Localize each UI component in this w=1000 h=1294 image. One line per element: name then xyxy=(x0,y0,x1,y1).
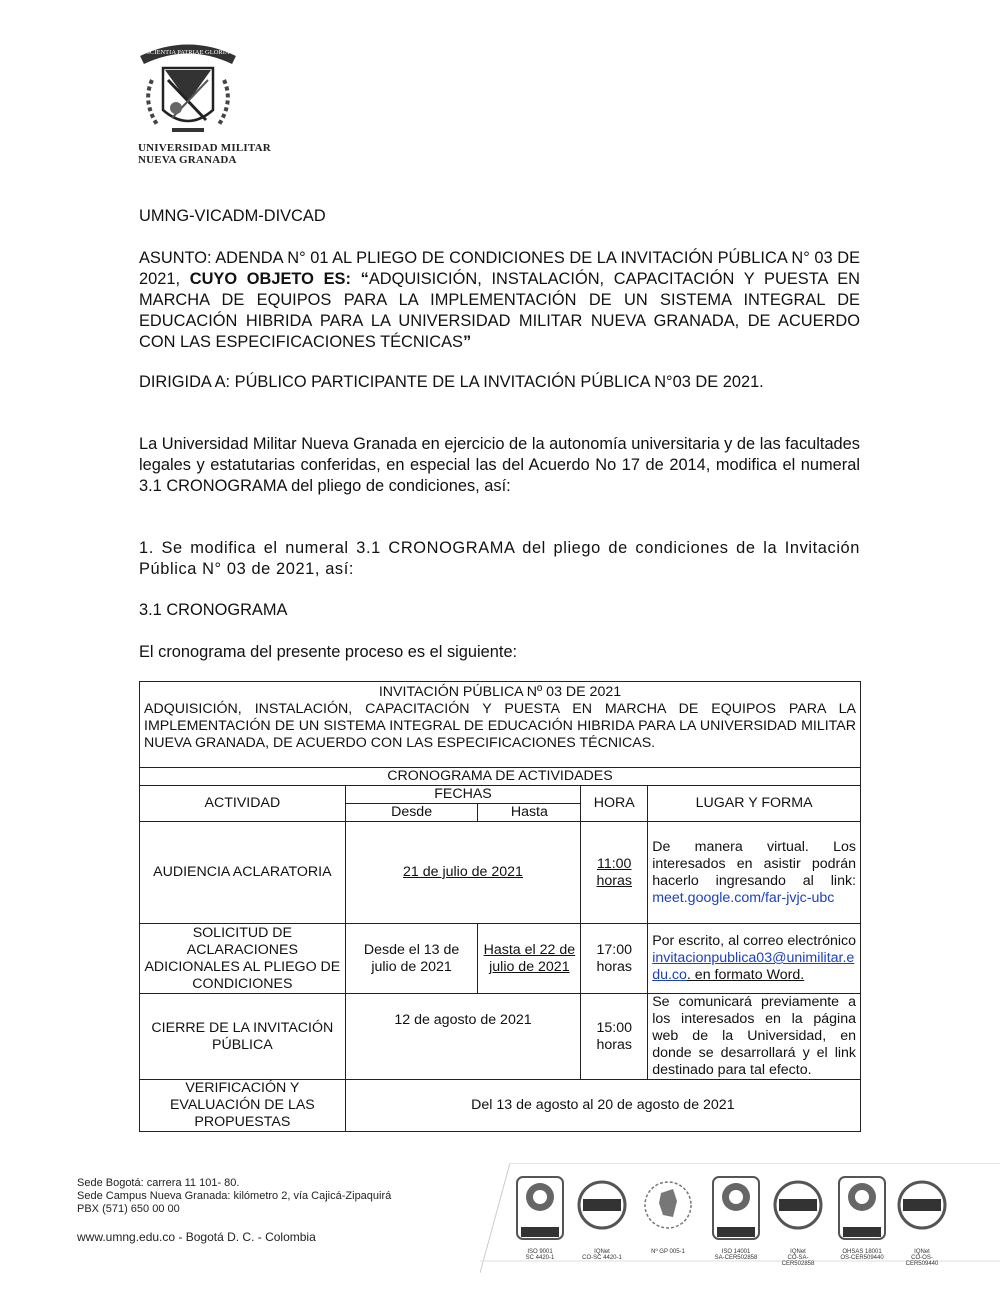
cert-colombia xyxy=(643,1175,693,1255)
row3-hora: 15:00 horas xyxy=(581,994,648,1080)
row1-lugar-text: De manera virtual. Los interesados en asistir podrán hacerlo ingresando al link: xyxy=(652,838,856,889)
logo-name-line2: NUEVA GRANADA xyxy=(138,154,237,166)
email-link[interactable]: invitacionpublica03@unimilitar.edu.co xyxy=(652,950,855,983)
cert-iqnet-2 xyxy=(773,1175,823,1267)
colombia-map-icon xyxy=(643,1175,693,1247)
cert-code: Nº GP 005-1 xyxy=(651,1249,685,1255)
row3-fecha: 12 de agosto de 2021 xyxy=(345,994,581,1080)
row3-lugar: Se comunicará previamente a los interesados en la página web de la Universidad, en donde se desarrollará y el link destinado para tal efecto. xyxy=(648,994,861,1080)
cert-code: OS-CER509440 xyxy=(840,1255,884,1261)
icontec-icon xyxy=(711,1175,761,1247)
item1-paragraph: 1. Se modifica el numeral 3.1 CRONOGRAMA del pliego de condiciones de la Invitación Pública N° 03 de 2021, así: xyxy=(139,539,860,578)
crest-icon xyxy=(128,40,248,145)
logo-ribbon-text: SCIENTIA PATRIAE GLORIA xyxy=(146,49,230,56)
footer-line3: PBX (571) 650 00 00 xyxy=(77,1203,180,1215)
table-description: ADQUISICIÓN, INSTALACIÓN, CAPACITACIÓN Y PUESTA EN MARCHA DE EQUIPOS PARA LA IMPLEMENTACIÓN DE UN SISTEMA INTEGRAL DE EDUCACIÓN HIBRIDA PARA LA UNIVERSIDAD MILITAR NUEVA GRANADA, DE ACUERDO CON LAS ESPECIFICACIONES TÉCNICAS. xyxy=(144,701,856,751)
asunto-close: ” xyxy=(462,333,472,351)
table-header-row xyxy=(140,682,861,768)
col-actividad: ACTIVIDAD xyxy=(140,786,346,822)
cert-iso14001 xyxy=(711,1175,761,1261)
row2-desde: Desde el 13 de julio de 2021 xyxy=(345,924,478,994)
row3-actividad: CIERRE DE LA INVITACIÓN PÚBLICA xyxy=(140,994,346,1080)
cronograma-heading: 3.1 CRONOGRAMA xyxy=(139,601,288,619)
footer-line2: Sede Campus Nueva Granada: kilómetro 2, vía Cajicá-Zipaquirá xyxy=(77,1190,392,1202)
row2-lugar xyxy=(648,924,861,994)
cert-label: IQNet xyxy=(790,1249,806,1255)
cert-label: IQNet xyxy=(594,1249,610,1255)
cert-ohsas18001 xyxy=(837,1175,887,1261)
table-header-cell xyxy=(140,682,861,768)
asunto-paragraph xyxy=(139,248,860,353)
footer-address xyxy=(77,1177,391,1216)
cert-label: ISO 14001 xyxy=(721,1249,751,1255)
logo-name-line1: UNIVERSIDAD MILITAR xyxy=(138,142,271,154)
iqnet-icon xyxy=(577,1175,627,1247)
cert-label: ISO 9001 xyxy=(527,1249,553,1255)
table-row xyxy=(140,924,861,994)
icontec-icon xyxy=(837,1175,887,1247)
asunto-prefix: ASUNTO: ADENDA N° 01 AL PLIEGO DE CONDICIONES DE LA INVITACIÓN PÚBLICA N° 03 DE 2021, xyxy=(139,249,860,288)
cronograma-intro: El cronograma del presente proceso es el siguiente: xyxy=(139,643,518,661)
certification-logos xyxy=(515,1175,990,1267)
row2-actividad: SOLICITUD DE ACLARACIONES ADICIONALES AL PLIEGO DE CONDICIONES xyxy=(140,924,346,994)
table-row xyxy=(140,822,861,924)
row1-actividad: AUDIENCIA ACLARATORIA xyxy=(140,822,346,924)
table-section-row xyxy=(140,768,861,786)
row1-fecha-text: 21 de julio de 2021 xyxy=(403,864,523,880)
cert-label: IQNet xyxy=(914,1249,930,1255)
row1-hora xyxy=(581,822,648,924)
row2-hasta-text: Hasta el 22 de julio de 2021 xyxy=(483,941,576,975)
table-columns-row xyxy=(140,786,861,804)
row2-hasta xyxy=(478,924,581,994)
icontec-icon xyxy=(515,1175,565,1247)
table-row xyxy=(140,1080,861,1132)
iqnet-icon xyxy=(897,1175,947,1247)
row2-lugar-end: . en formato Word. xyxy=(686,967,805,983)
col-lugar: LUGAR Y FORMA xyxy=(648,786,861,822)
meet-link[interactable]: meet.google.com/far-jvjc-ubc xyxy=(652,889,835,906)
cert-label: OHSAS 18001 xyxy=(842,1249,882,1255)
asunto-object: ADQUISICIÓN, INSTALACIÓN, CAPACITACIÓN Y PUESTA EN MARCHA DE EQUIPOS PARA LA IMPLEMENTACIÓN DE UN SISTEMA INTEGRAL DE EDUCACIÓN HIBRIDA PARA LA UNIVERSIDAD MILITAR NUEVA GRANADA, DE ACUERDO CON LAS ESPECIFICACIONES TÉCNICAS xyxy=(139,270,860,351)
cert-iqnet-3 xyxy=(897,1175,947,1267)
row4-fecha: Del 13 de agosto al 20 de agosto de 2021 xyxy=(345,1080,860,1132)
table-invitation-title: INVITACIÓN PÚBLICA Nº 03 DE 2021 xyxy=(378,684,622,700)
row1-hora-1: 11:00 xyxy=(597,855,632,872)
row2-lugar-text: Por escrito, al correo electrónico xyxy=(652,933,856,949)
logo-name xyxy=(138,142,271,166)
dirigida-paragraph: DIRIGIDA A: PÚBLICO PARTICIPANTE DE LA INVITACIÓN PÚBLICA N°03 DE 2021. xyxy=(139,373,764,391)
footer-website: www.umng.edu.co - Bogotá D. C. - Colombia xyxy=(77,1230,316,1244)
row4-actividad: VERIFICACIÓN Y EVALUACIÓN DE LAS PROPUESTAS xyxy=(140,1080,346,1132)
col-hasta: Hasta xyxy=(478,804,581,822)
cert-code: SC 4420-1 xyxy=(525,1255,555,1261)
row1-fecha xyxy=(345,822,581,924)
schedule-table xyxy=(139,681,861,1132)
cert-iqnet-1 xyxy=(577,1175,627,1261)
row1-lugar xyxy=(648,822,861,924)
row1-hora-2: horas xyxy=(596,872,632,889)
col-desde: Desde xyxy=(345,804,478,822)
col-fechas: FECHAS xyxy=(345,786,581,804)
table-row xyxy=(140,994,861,1080)
col-hora: HORA xyxy=(581,786,648,822)
cert-code: CO-SA-CER502858 xyxy=(781,1255,815,1267)
cert-code: SA-CER502858 xyxy=(714,1255,758,1261)
cert-code: CO-SC 4420-1 xyxy=(582,1255,622,1261)
document-reference: UMNG-VICADM-DIVCAD xyxy=(139,207,326,225)
footer-line1: Sede Bogotá: carrera 11 101- 80. xyxy=(77,1177,240,1189)
asunto-bold: CUYO OBJETO ES: “ xyxy=(189,270,369,288)
cert-code: CO-OS-CER509440 xyxy=(905,1255,939,1267)
intro-paragraph: La Universidad Militar Nueva Granada en ejercicio de la autonomía universitaria y de las facultades legales y estatutarias conferidas, en especial las del Acuerdo No 17 de 2014, modifica el numeral 3.1 CRONOGRAMA del pliego de condiciones, así: xyxy=(139,435,860,495)
row2-hora: 17:00 horas xyxy=(581,924,648,994)
iqnet-icon xyxy=(773,1175,823,1247)
cert-iso9001 xyxy=(515,1175,565,1261)
table-section-title: CRONOGRAMA DE ACTIVIDADES xyxy=(140,768,861,786)
